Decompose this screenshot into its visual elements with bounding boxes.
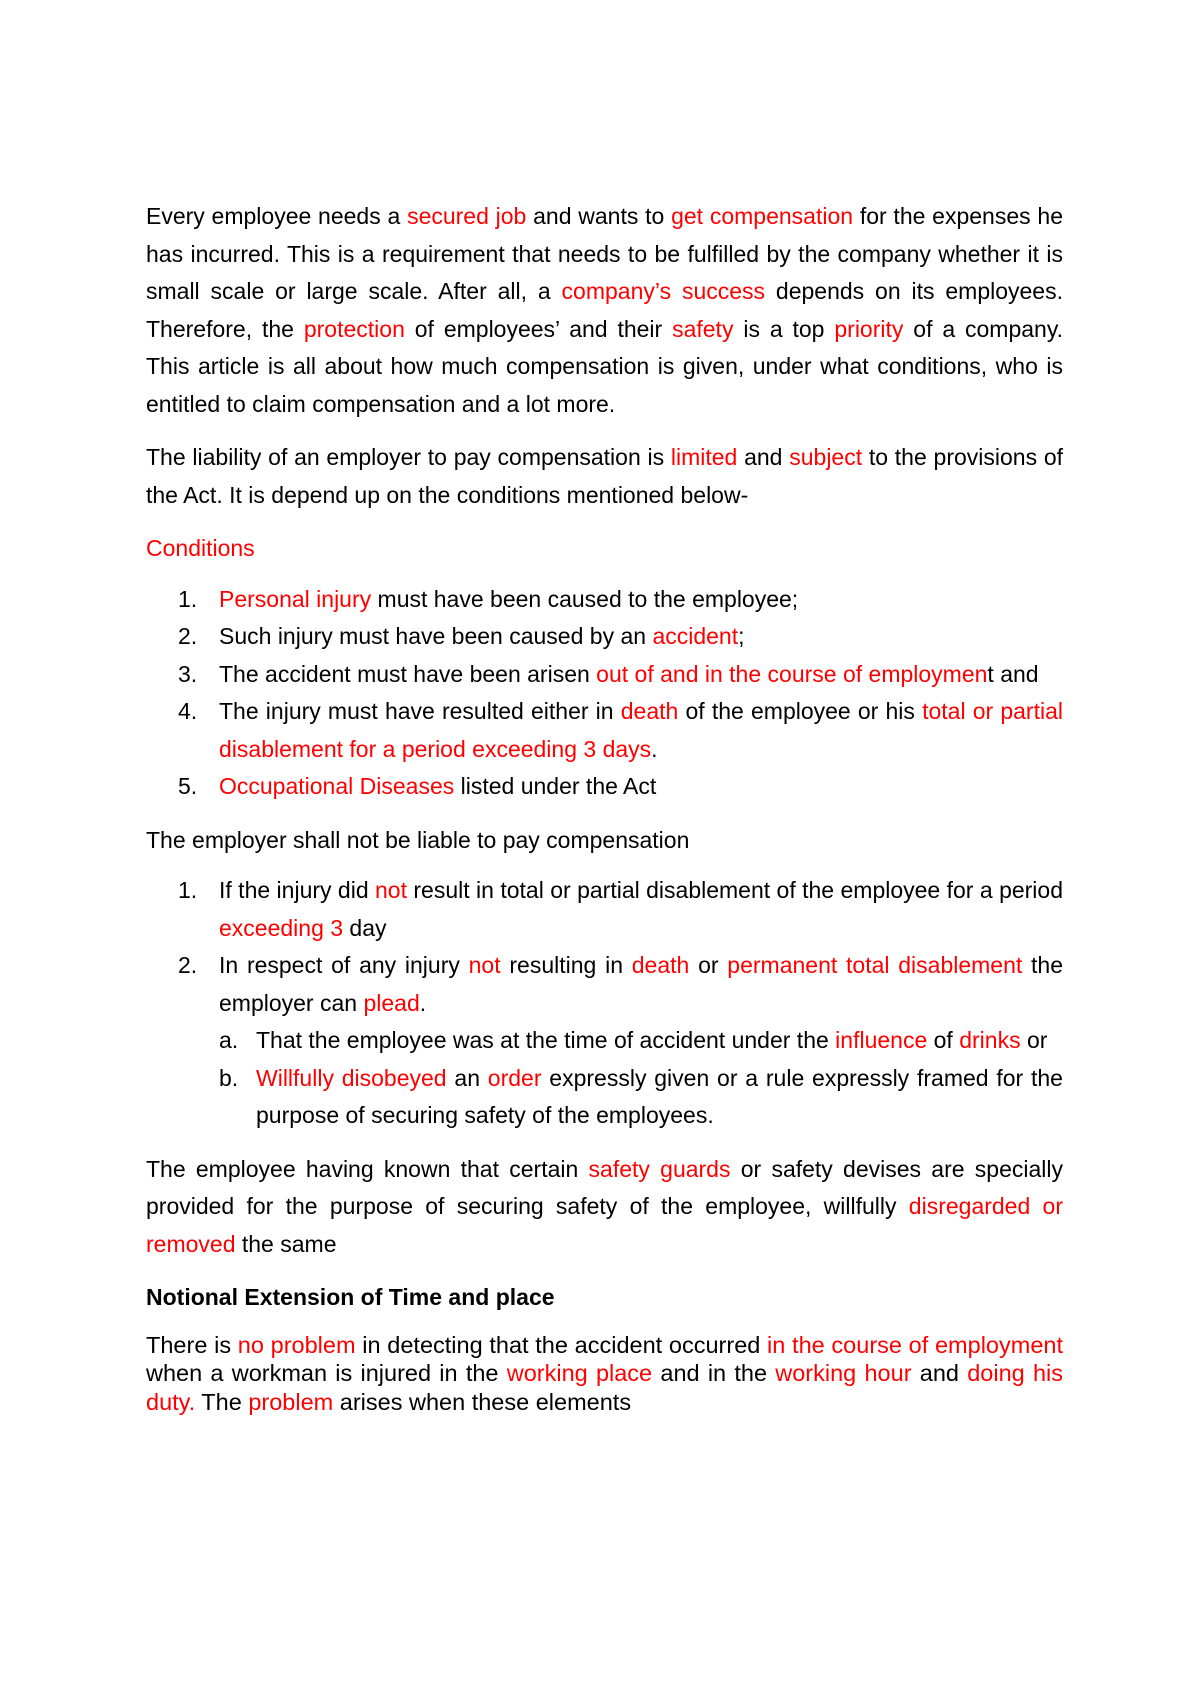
highlighted-phrase: limited xyxy=(670,444,738,470)
text-run: the employer can xyxy=(219,952,1063,1016)
text-run: The accident must have been arisen xyxy=(219,660,597,687)
list-item xyxy=(146,947,1063,1135)
text-run: an xyxy=(446,1064,488,1091)
text-run: . xyxy=(419,989,427,1016)
list-item xyxy=(146,872,1063,947)
list-item xyxy=(219,1022,1063,1060)
list-marker: 1. xyxy=(178,585,198,612)
conditions-list xyxy=(146,581,1063,806)
list-item xyxy=(146,656,1063,694)
text-run: and in the xyxy=(652,1360,776,1386)
text-run: The employee having known that certain xyxy=(146,1155,589,1182)
list-item-text xyxy=(219,698,1063,762)
highlighted-phrase: order xyxy=(487,1064,542,1091)
not-liable-heading: The employer shall not be liable to pay compensation xyxy=(146,826,690,853)
text-run: and xyxy=(911,1360,968,1386)
text-run: The injury must have resulted either in xyxy=(219,698,621,724)
text-run: when a workman is injured in the xyxy=(146,1360,507,1386)
highlighted-phrase: problem xyxy=(248,1388,334,1415)
list-item xyxy=(146,768,1063,806)
highlighted-phrase: death xyxy=(631,952,690,978)
text-run: and wants to xyxy=(526,203,672,229)
notional-extension-heading: Notional Extension of Time and place xyxy=(146,1284,555,1310)
sub-list xyxy=(219,1022,1063,1135)
list-item xyxy=(146,618,1063,656)
list-item-text xyxy=(219,952,1063,1016)
liability-paragraph xyxy=(146,439,1063,514)
list-item xyxy=(146,581,1063,619)
highlighted-phrase: priority xyxy=(834,315,904,342)
text-run: expressly given or a rule expressly framed for the purpose of securing safety of the employees. xyxy=(256,1064,1063,1128)
list-item-text xyxy=(219,877,1063,941)
list-marker: 4. xyxy=(178,698,198,724)
not-liable-list xyxy=(146,872,1063,1135)
highlighted-phrase: doing his duty. xyxy=(146,1360,1063,1415)
intro-paragraph xyxy=(146,198,1063,423)
text-run: ; xyxy=(738,623,745,649)
text-run: . xyxy=(651,735,658,762)
text-run: Every employee needs a xyxy=(146,203,408,229)
highlighted-phrase: safety xyxy=(672,315,734,342)
highlighted-phrase: working place xyxy=(506,1360,653,1386)
text-run: of xyxy=(927,1027,960,1053)
text-run: in detecting that the accident occurred xyxy=(355,1331,768,1358)
highlighted-phrase: plead xyxy=(363,989,420,1016)
list-item-text xyxy=(219,773,656,799)
text-run: is a top xyxy=(733,315,835,342)
highlighted-phrase: permanent total disablement xyxy=(727,952,1023,978)
list-item xyxy=(146,693,1063,768)
text-run: depends on its employees. Therefore, the xyxy=(146,278,1063,342)
highlighted-phrase: exceeding 3 xyxy=(219,914,344,941)
text-run: The xyxy=(195,1388,249,1415)
list-item-text xyxy=(219,623,745,649)
conditions-heading: Conditions xyxy=(146,535,255,561)
highlighted-phrase: subject xyxy=(789,444,863,470)
list-marker: 3. xyxy=(178,660,198,687)
highlighted-phrase: drinks xyxy=(959,1027,1021,1053)
text-run: or xyxy=(689,952,728,978)
text-run: the same xyxy=(235,1230,337,1257)
list-marker: 1. xyxy=(178,877,198,903)
text-run: If the injury did xyxy=(219,877,376,903)
text-run: to the provisions of the Act. It is depend up on the conditions mentioned below- xyxy=(146,444,1064,508)
text-run: That the employee was at the time of accident under the xyxy=(256,1027,836,1053)
highlighted-phrase: influence xyxy=(835,1027,928,1053)
list-item-text xyxy=(219,586,798,612)
text-run: and xyxy=(737,444,790,470)
text-run: There is xyxy=(146,1331,238,1358)
highlighted-phrase: working hour xyxy=(775,1360,912,1386)
text-run: or xyxy=(1020,1027,1048,1053)
list-marker: 5. xyxy=(178,773,198,799)
highlighted-phrase: company’s success xyxy=(561,278,766,304)
list-item-text xyxy=(256,1065,1063,1129)
list-marker: 2. xyxy=(178,952,198,978)
text-run: of the employee or his xyxy=(678,698,923,724)
text-run: must have been caused to the employee; xyxy=(371,585,799,612)
text-run: t and xyxy=(987,660,1039,687)
text-run: Such injury must have been caused by an xyxy=(219,623,653,649)
highlighted-phrase: not xyxy=(375,877,407,903)
text-run: or safety devises are specially provided for the purpose of securing safety of the employee, willfully xyxy=(146,1155,1063,1219)
list-item-text xyxy=(256,1027,1047,1053)
highlighted-phrase: safety guards xyxy=(588,1155,731,1182)
text-run: In respect of any injury xyxy=(219,952,469,978)
highlighted-phrase: secured job xyxy=(407,203,527,229)
highlighted-phrase: disregarded or removed xyxy=(146,1193,1063,1257)
highlighted-phrase: Willfully disobeyed xyxy=(256,1064,447,1091)
text-run: result in total or partial disablement of the employee for a period xyxy=(407,877,1063,903)
list-marker: b. xyxy=(219,1064,239,1091)
safety-guards-paragraph xyxy=(146,1151,1063,1264)
notional-extension-paragraph xyxy=(146,1331,1063,1417)
text-run: arises when these elements xyxy=(333,1388,632,1415)
highlighted-phrase: Occupational Diseases xyxy=(219,773,455,799)
text-run: of a company. This article is all about how much compensation is given, under what conditions, who is entitled to claim compensation and a lot more. xyxy=(146,315,1064,417)
list-marker: a. xyxy=(219,1027,239,1053)
text-run: of employees’ and their xyxy=(404,315,673,342)
highlighted-phrase: Personal injury xyxy=(219,585,372,612)
list-marker: 2. xyxy=(178,623,198,649)
highlighted-phrase: no problem xyxy=(237,1331,356,1358)
text-run: The liability of an employer to pay compensation is xyxy=(146,444,671,470)
highlighted-phrase: out of and in the course of employmen xyxy=(596,660,988,687)
text-run: listed under the Act xyxy=(454,773,657,799)
text-run: for the expenses he has incurred. This is a requirement that needs to be fulfilled by the company whether it is small scale or large scale. After all, a xyxy=(146,203,1063,304)
list-item-text xyxy=(219,661,1039,687)
highlighted-phrase: in the course of employment xyxy=(767,1331,1063,1358)
list-item xyxy=(219,1060,1063,1135)
highlighted-phrase: death xyxy=(620,698,679,724)
highlighted-phrase: accident xyxy=(652,623,739,649)
highlighted-phrase: get compensation xyxy=(671,203,854,229)
text-run: day xyxy=(343,914,387,941)
highlighted-phrase: total or partial disablement for a period exceeding 3 days xyxy=(219,698,1063,762)
highlighted-phrase: not xyxy=(468,952,501,978)
text-run: resulting in xyxy=(500,952,632,978)
highlighted-phrase: protection xyxy=(303,315,405,342)
